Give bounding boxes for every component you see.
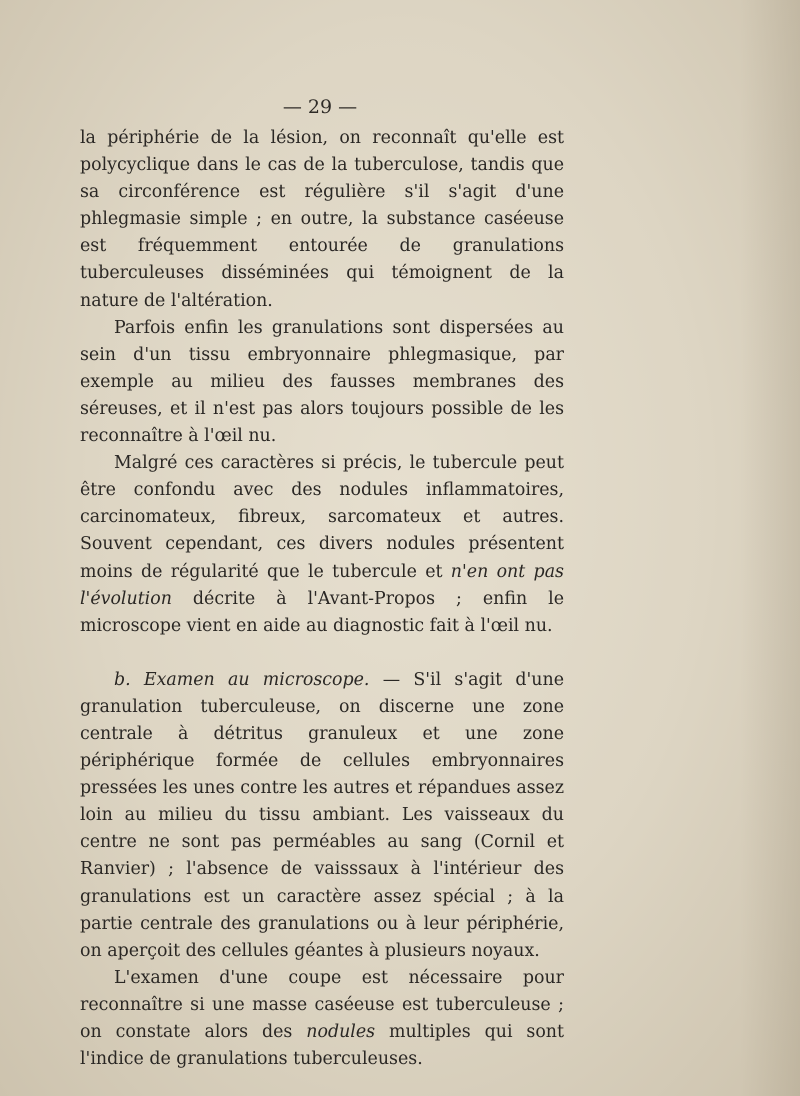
paragraph-5-italic: nodules (306, 1022, 376, 1042)
paragraph-3-text-end: décrite à l'Avant-Propos ; enfin le microscope vient en aide au diagnostic fait à l'œil nu. (80, 588, 564, 636)
paragraph-5-text-end: multiples qui sont l'indice de granulations tuberculeuses. (80, 1022, 564, 1070)
paragraph-3-text-start: Malgré ces caractères si précis, le tubercule peut être confondu avec des nodules inflammatoires, carcinomateux, fibreux, sarcomateux et autres. Souvent cependant, ces divers nodules présentent moins de régularité que le tubercule et (80, 453, 564, 582)
paragraph-5 (80, 965, 564, 1073)
paragraph-3 (80, 450, 564, 640)
paragraph-4 (80, 667, 564, 965)
paragraph-2: Parfois enfin les granulations sont dispersées au sein d'un tissu embryonnaire phlegmasique, par exemple au milieu des fausses membranes des séreuses, et il n'est pas alors toujours possible de les reconnaître à l'œil nu. (80, 317, 564, 447)
paragraph-3-italic: n'en ont pas l'évolution (80, 561, 564, 609)
paragraph-4-body: — S'il s'agit d'une granulation tuberculeuse, on discerne une zone centrale à détritus granuleux et une zone périphérique formée de cellules embryonnaires pressées les unes contre les autres et répandues assez loin au milieu du tissu ambiant. Les vaisseaux du centre ne sont pas perméables au sang (Cornil et Ranvier) ; l'absence de vaisssaux à l'intérieur des granulations est un caractère assez spécial ; à la partie centrale des granulations ou à leur périphérie, on aperçoit des cellules géantes à plusieurs noyaux. (80, 669, 564, 961)
paragraph-1: la périphérie de la lésion, on reconnaît qu'elle est polycyclique dans le cas de la tuberculose, tandis que sa circonférence est régulière s'il s'agit d'une phlegmasie simple ; en outre, la substance caséeuse est fréquemment entourée de granulations tuberculeuses disséminées qui témoignent de la nature de l'altération. (80, 128, 564, 311)
page-number: — 29 — (282, 96, 358, 118)
body-text (80, 125, 564, 1073)
section-heading: b. Examen au microscope. (114, 669, 370, 690)
paragraph-5-text-start: L'examen d'une coupe est nécessaire pour reconnaître si une masse caséeuse est tuberculeuse ; on constate alors des (80, 967, 564, 1042)
page-edge-shadow (740, 0, 800, 1096)
